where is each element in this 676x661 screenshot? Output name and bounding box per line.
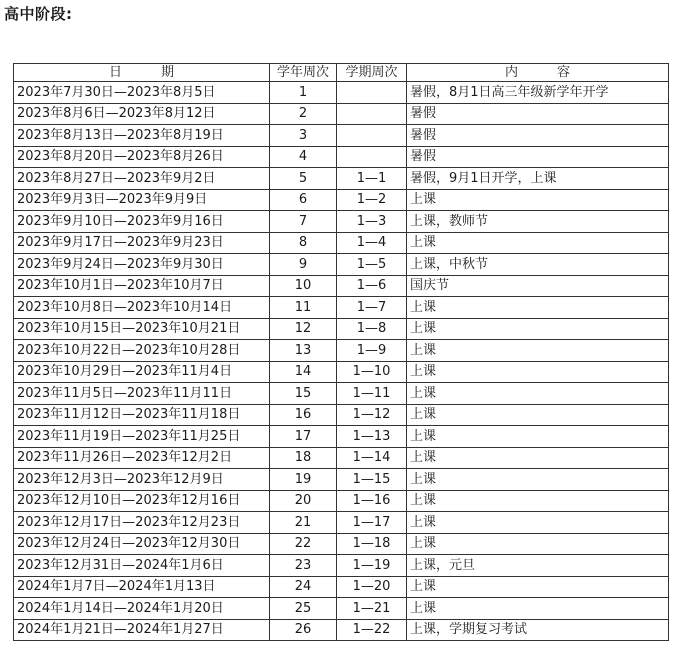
term-week-cell: 1—14 [337, 447, 407, 469]
table-row [14, 318, 669, 340]
term-week-cell: 1—8 [337, 318, 407, 340]
term-week-cell: 1—9 [337, 340, 407, 362]
content-cell: 上课，中秋节 [407, 254, 669, 276]
date-cell: 2023年9月3日—2023年9月9日 [14, 189, 270, 211]
year-week-cell: 15 [270, 383, 337, 405]
table-row [14, 103, 669, 125]
date-cell: 2023年9月24日—2023年9月30日 [14, 254, 270, 276]
year-week-cell: 8 [270, 232, 337, 254]
date-cell: 2023年10月1日—2023年10月7日 [14, 275, 270, 297]
term-week-cell: 1—22 [337, 619, 407, 641]
content-cell: 上课 [407, 426, 669, 448]
table-row [14, 254, 669, 276]
year-week-cell: 24 [270, 576, 337, 598]
year-week-cell: 12 [270, 318, 337, 340]
table-row [14, 555, 669, 577]
content-cell: 上课 [407, 469, 669, 491]
content-cell: 上课 [407, 189, 669, 211]
year-week-cell: 23 [270, 555, 337, 577]
content-cell: 上课 [407, 404, 669, 426]
term-week-cell: 1—3 [337, 211, 407, 233]
term-week-cell: 1—16 [337, 490, 407, 512]
term-week-cell: 1—20 [337, 576, 407, 598]
content-cell: 暑假，9月1日开学，上课 [407, 168, 669, 190]
table-body [14, 82, 669, 641]
content-cell: 上课 [407, 340, 669, 362]
table-row [14, 404, 669, 426]
date-cell: 2023年7月30日—2023年8月5日 [14, 82, 270, 104]
content-cell: 上课 [407, 361, 669, 383]
date-cell: 2023年10月22日—2023年10月28日 [14, 340, 270, 362]
term-week-cell: 1—7 [337, 297, 407, 319]
year-week-cell: 5 [270, 168, 337, 190]
table-row [14, 469, 669, 491]
content-cell: 上课 [407, 576, 669, 598]
content-cell: 暑假 [407, 146, 669, 168]
table-row [14, 383, 669, 405]
content-cell: 暑假 [407, 125, 669, 147]
table-row [14, 232, 669, 254]
table-row [14, 297, 669, 319]
date-cell: 2023年11月5日—2023年11月11日 [14, 383, 270, 405]
content-cell: 上课 [407, 447, 669, 469]
term-week-cell [337, 103, 407, 125]
year-week-cell: 7 [270, 211, 337, 233]
content-cell: 国庆节 [407, 275, 669, 297]
table-row [14, 490, 669, 512]
content-cell: 上课，学期复习考试 [407, 619, 669, 641]
table-row [14, 146, 669, 168]
content-cell: 暑假，8月1日高三年级新学年开学 [407, 82, 669, 104]
date-cell: 2023年12月31日—2024年1月6日 [14, 555, 270, 577]
year-week-cell: 11 [270, 297, 337, 319]
content-cell: 上课 [407, 318, 669, 340]
year-week-cell: 17 [270, 426, 337, 448]
term-week-cell: 1—5 [337, 254, 407, 276]
table-row [14, 447, 669, 469]
date-cell: 2023年10月29日—2023年11月4日 [14, 361, 270, 383]
year-week-cell: 6 [270, 189, 337, 211]
table-row [14, 361, 669, 383]
year-week-cell: 3 [270, 125, 337, 147]
date-cell: 2023年8月6日—2023年8月12日 [14, 103, 270, 125]
date-cell: 2023年10月8日—2023年10月14日 [14, 297, 270, 319]
table-row [14, 426, 669, 448]
term-week-cell: 1—6 [337, 275, 407, 297]
content-cell: 暑假 [407, 103, 669, 125]
school-calendar-table [13, 63, 669, 641]
content-cell: 上课 [407, 297, 669, 319]
year-week-cell: 22 [270, 533, 337, 555]
term-week-cell [337, 146, 407, 168]
year-week-cell: 4 [270, 146, 337, 168]
content-cell: 上课 [407, 490, 669, 512]
year-week-cell: 9 [270, 254, 337, 276]
content-cell: 上课 [407, 533, 669, 555]
date-cell: 2023年11月12日—2023年11月18日 [14, 404, 270, 426]
year-week-cell: 1 [270, 82, 337, 104]
year-week-cell: 18 [270, 447, 337, 469]
date-cell: 2024年1月21日—2024年1月27日 [14, 619, 270, 641]
date-cell: 2024年1月14日—2024年1月20日 [14, 598, 270, 620]
table-row [14, 125, 669, 147]
header-year-week: 学年周次 [270, 64, 337, 82]
date-cell: 2023年11月19日—2023年11月25日 [14, 426, 270, 448]
table-row [14, 211, 669, 233]
year-week-cell: 25 [270, 598, 337, 620]
term-week-cell [337, 125, 407, 147]
content-cell: 上课 [407, 383, 669, 405]
date-cell: 2024年1月7日—2024年1月13日 [14, 576, 270, 598]
header-term-week: 学期周次 [337, 64, 407, 82]
term-week-cell: 1—15 [337, 469, 407, 491]
date-cell: 2023年11月26日—2023年12月2日 [14, 447, 270, 469]
content-cell: 上课 [407, 512, 669, 534]
header-content: 内 容 [407, 64, 669, 82]
year-week-cell: 19 [270, 469, 337, 491]
date-cell: 2023年12月10日—2023年12月16日 [14, 490, 270, 512]
year-week-cell: 26 [270, 619, 337, 641]
date-cell: 2023年9月10日—2023年9月16日 [14, 211, 270, 233]
table-row [14, 512, 669, 534]
content-cell: 上课 [407, 232, 669, 254]
year-week-cell: 21 [270, 512, 337, 534]
date-cell: 2023年12月3日—2023年12月9日 [14, 469, 270, 491]
date-cell: 2023年8月27日—2023年9月2日 [14, 168, 270, 190]
table-header-row [14, 64, 669, 82]
section-heading: 高中阶段: [4, 5, 73, 23]
date-cell: 2023年8月13日—2023年8月19日 [14, 125, 270, 147]
header-date: 日 期 [14, 64, 270, 82]
year-week-cell: 14 [270, 361, 337, 383]
content-cell: 上课 [407, 598, 669, 620]
date-cell: 2023年8月20日—2023年8月26日 [14, 146, 270, 168]
table-row [14, 619, 669, 641]
table-row [14, 598, 669, 620]
term-week-cell: 1—4 [337, 232, 407, 254]
table-row [14, 533, 669, 555]
table-row [14, 189, 669, 211]
date-cell: 2023年12月24日—2023年12月30日 [14, 533, 270, 555]
content-cell: 上课，元旦 [407, 555, 669, 577]
table-row [14, 340, 669, 362]
table-row [14, 168, 669, 190]
year-week-cell: 20 [270, 490, 337, 512]
term-week-cell: 1—13 [337, 426, 407, 448]
table-row [14, 82, 669, 104]
term-week-cell: 1—11 [337, 383, 407, 405]
term-week-cell [337, 82, 407, 104]
term-week-cell: 1—2 [337, 189, 407, 211]
content-cell: 上课，教师节 [407, 211, 669, 233]
table-row [14, 576, 669, 598]
year-week-cell: 2 [270, 103, 337, 125]
table-row [14, 275, 669, 297]
term-week-cell: 1—10 [337, 361, 407, 383]
term-week-cell: 1—21 [337, 598, 407, 620]
term-week-cell: 1—19 [337, 555, 407, 577]
year-week-cell: 10 [270, 275, 337, 297]
term-week-cell: 1—12 [337, 404, 407, 426]
term-week-cell: 1—1 [337, 168, 407, 190]
date-cell: 2023年12月17日—2023年12月23日 [14, 512, 270, 534]
term-week-cell: 1—18 [337, 533, 407, 555]
year-week-cell: 13 [270, 340, 337, 362]
date-cell: 2023年10月15日—2023年10月21日 [14, 318, 270, 340]
year-week-cell: 16 [270, 404, 337, 426]
term-week-cell: 1—17 [337, 512, 407, 534]
date-cell: 2023年9月17日—2023年9月23日 [14, 232, 270, 254]
